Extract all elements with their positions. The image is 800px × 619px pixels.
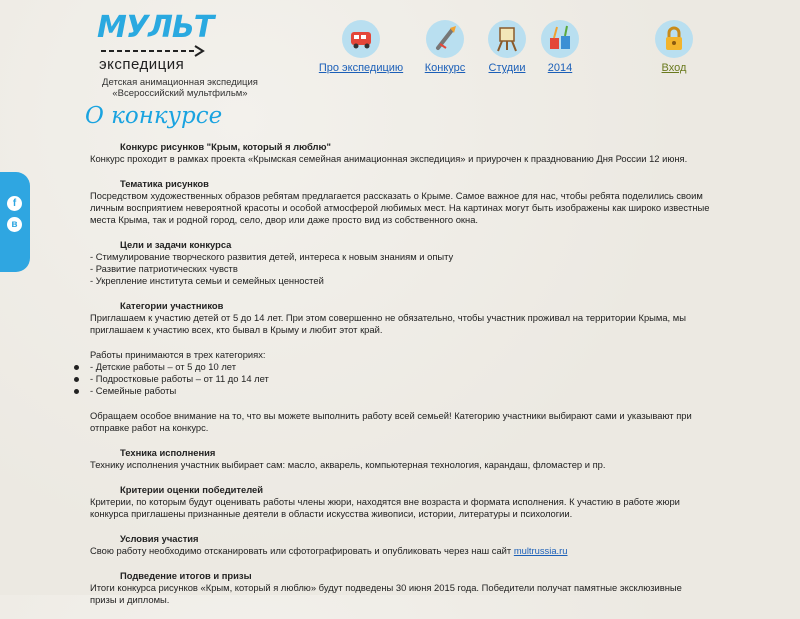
section-theme xyxy=(90,178,710,226)
conditions-text: Свою работу необходимо отсканировать или сфотографировать и опубликовать через наш сайт xyxy=(90,545,514,556)
section-family-note xyxy=(90,410,710,434)
paint-cups-icon xyxy=(541,20,579,58)
site-tagline: Детская анимационная экспедиция «Всероссийский мультфильм» xyxy=(102,77,258,99)
section-technique xyxy=(90,447,710,471)
section-text xyxy=(90,545,710,557)
section-text: Критерии, по которым будут оценивать работы члены жюри, находятся вне возраста и формата исполнения. К участию в работе жюри конкурса приглашены признанные деятели в области искусства живописи, истории, литературы и психологии. xyxy=(90,496,680,519)
list-item: - Семейные работы xyxy=(90,385,710,397)
section-categories xyxy=(90,300,710,336)
category-list xyxy=(90,361,710,397)
list-item: - Стимулирование творческого развития детей, интереса к новым знаниям и опыту xyxy=(90,251,454,262)
nav-item-about[interactable] xyxy=(316,20,406,76)
section-heading: Условия участия xyxy=(120,533,199,544)
section-results xyxy=(90,570,710,606)
list-item: - Подростковые работы – от 11 до 14 лет xyxy=(90,373,710,385)
section-heading: Критерии оценки победителей xyxy=(120,484,264,495)
list-item: - Детские работы – от 5 до 10 лет xyxy=(90,361,710,373)
logo-title: МУЛЬТ xyxy=(97,10,214,45)
social-sidebar xyxy=(0,172,30,272)
page-title: О конкурсе xyxy=(85,103,223,129)
section-text: Работы принимаются в трех категориях: xyxy=(90,349,266,360)
bus-icon xyxy=(342,20,380,58)
vk-icon[interactable]: в xyxy=(7,217,22,232)
facebook-icon[interactable]: f xyxy=(7,196,22,211)
login-link[interactable] xyxy=(629,20,719,76)
site-logo[interactable] xyxy=(97,10,214,73)
section-heading: Подведение итогов и призы xyxy=(120,570,252,581)
brush-icon xyxy=(426,20,464,58)
section-category-list xyxy=(90,349,710,397)
section-text: Итоги конкурса рисунков «Крым, который я люблю» будут подведены 30 июня 2015 года. Победители получат памятные эксклюзивные призы и дипломы. xyxy=(90,582,682,605)
section-heading: Категории участников xyxy=(120,300,224,311)
lock-icon xyxy=(655,20,693,58)
nav-label[interactable]: Конкурс xyxy=(424,62,466,74)
section-heading: Цели и задачи конкурса xyxy=(120,239,232,250)
section-heading: Конкурс рисунков "Крым, который я люблю" xyxy=(120,141,331,152)
section-text: Конкурс проходит в рамках проекта «Крымская семейная анимационная экспедиция» и приурочен к празднованию Дня России 12 июня. xyxy=(90,153,688,164)
contest-content xyxy=(90,141,710,619)
section-text: Обращаем особое внимание на то, что вы можете выполнить работу всей семьей! Категорию участники выбирают сами и указывают при отправке работ на конкурс. xyxy=(90,410,692,433)
logo-subtitle: экспедиция xyxy=(99,56,185,73)
list-item: - Развитие патриотических чувств xyxy=(90,263,238,274)
nav-label[interactable]: Про экспедицию xyxy=(318,62,404,74)
section-text: Приглашаем к участию детей от 5 до 14 лет. При этом совершенно не обязательно, чтобы участник проживал на территории Крыма, мы приглашаем к участию всех, кто бывал в Крыму и любит этот край. xyxy=(90,312,686,335)
section-contest xyxy=(90,141,710,165)
list-item: - Укрепление института семьи и семейных ценностей xyxy=(90,275,324,286)
nav-label[interactable]: Студии xyxy=(488,62,526,74)
section-criteria xyxy=(90,484,710,520)
login-label[interactable]: Вход xyxy=(661,62,687,74)
section-goals xyxy=(90,239,710,287)
section-conditions xyxy=(90,533,710,557)
nav-item-2014[interactable] xyxy=(515,20,605,76)
section-text: Технику исполнения участник выбирает сам: масло, акварель, компьютерная технология, карандаш, фломастер и пр. xyxy=(90,459,606,470)
site-link[interactable]: multrussia.ru xyxy=(513,545,568,556)
section-heading: Тематика рисунков xyxy=(120,178,209,189)
nav-label[interactable]: 2014 xyxy=(547,62,573,74)
goals-list xyxy=(90,251,710,287)
section-text: Посредством художественных образов ребятам предлагается рассказать о Крыме. Самое важное для нас, чтобы ребята поделились своим личным восприятием невероятной красоты и особой атмосферой любимых мест. На картинах могут быть изображены как широко известные места Крыма, так и родной город, село, двор или даже просто вид из собственного окна. xyxy=(90,190,710,225)
section-heading: Техника исполнения xyxy=(120,447,216,458)
